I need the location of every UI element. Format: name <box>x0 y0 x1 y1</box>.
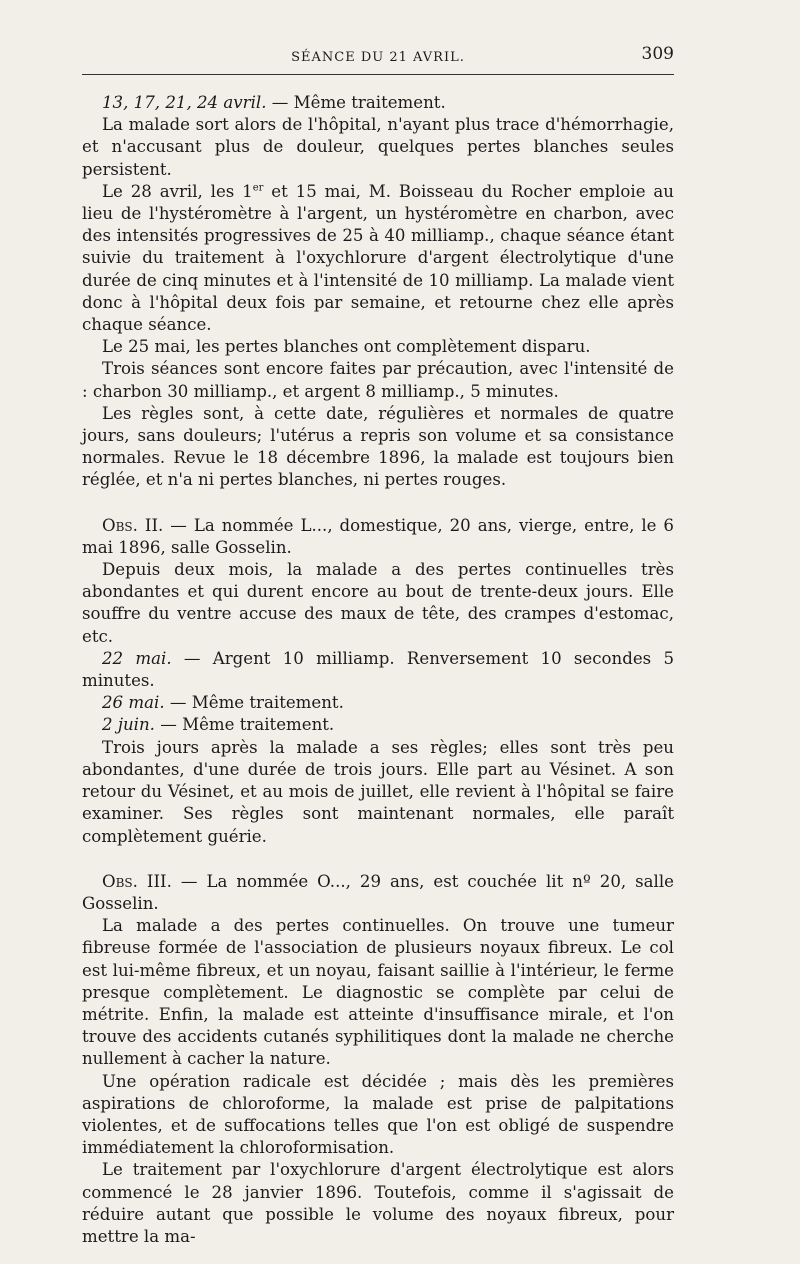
date-label: 22 mai. <box>102 648 172 668</box>
date-label: 26 mai. <box>102 693 165 713</box>
paragraph: La malade a des pertes continuelles. On trouve une tumeur fibreuse formée de l'association de plusieurs noyaux fibreux. Le col est lui-même fibreux, et un noyau, faisant saillie à l'intérieur, le ferme presque complètement. Le diagnostic se complète par celui de métrite. Enfin, la malade est atteinte d'insuffisance mirale, et l'on trouve des accidents cutanés syphilitiques dont la malade ne cherche nullement à cacher la nature. <box>82 916 674 1069</box>
paragraph: Une opération radicale est décidée ; mais dès les premières aspirations de chloroforme, la malade est prise de palpitations violentes, et de suffocations telles que l'on est obligé de suspendre immédiatement la chloroformisation. <box>82 1071 674 1158</box>
paragraph: Trois jours après la malade a ses règles; elles sont très peu abondantes, d'une durée de trois jours. Elle part au Vésinet. A son retour du Vésinet, et au mois de juillet, elle revient à l'hôpital se faire examiner. Ses règles sont maintenant normales, elle paraît complètement guérie. <box>82 737 674 846</box>
superscript: er <box>252 182 264 194</box>
paragraph: Depuis deux mois, la malade a des pertes continuelles très abondantes et qui durent encore au bout de trente-deux jours. Elle souffre du ventre accuse des maux de tête, des crampes d'estomac, etc. <box>82 560 674 646</box>
observation-heading <box>82 515 674 559</box>
paragraph: Le traitement par l'oxychlorure d'argent électrolytique est alors commencé le 28 janvier 1896. Toutefois, comme il s'agissait de réduire autant que possible le volume des noyaux fibreux, pour mettre la ma- <box>82 1160 674 1246</box>
date-label: 2 juin. <box>102 715 155 735</box>
paragraph <box>82 714 674 736</box>
observation-heading <box>82 871 674 915</box>
paragraph-text: et 15 mai, M. Boisseau du Rocher emploie au lieu de l'hystéromètre à l'argent, un hystéromètre en charbon, avec des intensités progressives de 25 à 40 milliamp., chaque séance étant suivie du traitement à l'oxychlorure d'argent électrolytique d'une durée de cinq minutes et à l'intensité de 10 milliamp. La malade vient donc à l'hôpital deux fois par semaine, et retourne chez elle après chaque séance. <box>82 181 674 335</box>
paragraph-text: — Même traitement. <box>266 93 446 112</box>
page-number: 309 <box>641 44 674 64</box>
paragraph-text: — Même traitement. <box>154 715 335 735</box>
paragraph-text: — Même traitement. <box>164 693 344 713</box>
paragraph-text: — La nommée L..., domestique, 20 ans, vierge, entre, le 6 mai 1896, salle Gosselin. <box>82 515 674 557</box>
paragraph <box>82 648 674 692</box>
paragraph <box>82 181 674 336</box>
running-head: SÉANCE DU 21 AVRIL. <box>291 50 465 65</box>
paragraph: Les règles sont, à cette date, régulières et normales de quatre jours, sans douleurs; l'utérus a repris son volume et sa consistance normales. Revue le 18 décembre 1896, la malade est toujours bien réglée, et n'a ni pertes blanches, ni pertes rouges. <box>82 403 674 490</box>
page-header <box>82 44 674 72</box>
date-label: 13, 17, 21, 24 avril. <box>102 93 267 112</box>
paragraph <box>82 92 674 114</box>
paragraph-text: — La nommée O..., 29 ans, est couchée lit nº 20, salle Gosselin. <box>82 871 674 913</box>
paragraph: La malade sort alors de l'hôpital, n'ayant plus trace d'hémorrhagie, et n'accusant plus de douleur, quelques pertes blanches seules persistent. <box>82 115 674 179</box>
paragraph: Le 25 mai, les pertes blanches ont complètement disparu. <box>102 337 591 357</box>
paragraph <box>82 692 674 714</box>
body-text <box>82 92 674 1248</box>
obs-label: Obs. II. <box>102 515 164 535</box>
paragraph-text: — Argent 10 milliamp. Renversement 10 secondes 5 minutes. <box>82 648 675 691</box>
header-rule <box>82 74 674 75</box>
paragraph: Trois séances sont encore faites par précaution, avec l'intensité de : charbon 30 milliamp., et argent 8 milliamp., 5 minutes. <box>82 359 674 401</box>
obs-label: Obs. III. <box>102 871 172 891</box>
paragraph-text: Le 28 avril, les 1 <box>102 181 253 201</box>
